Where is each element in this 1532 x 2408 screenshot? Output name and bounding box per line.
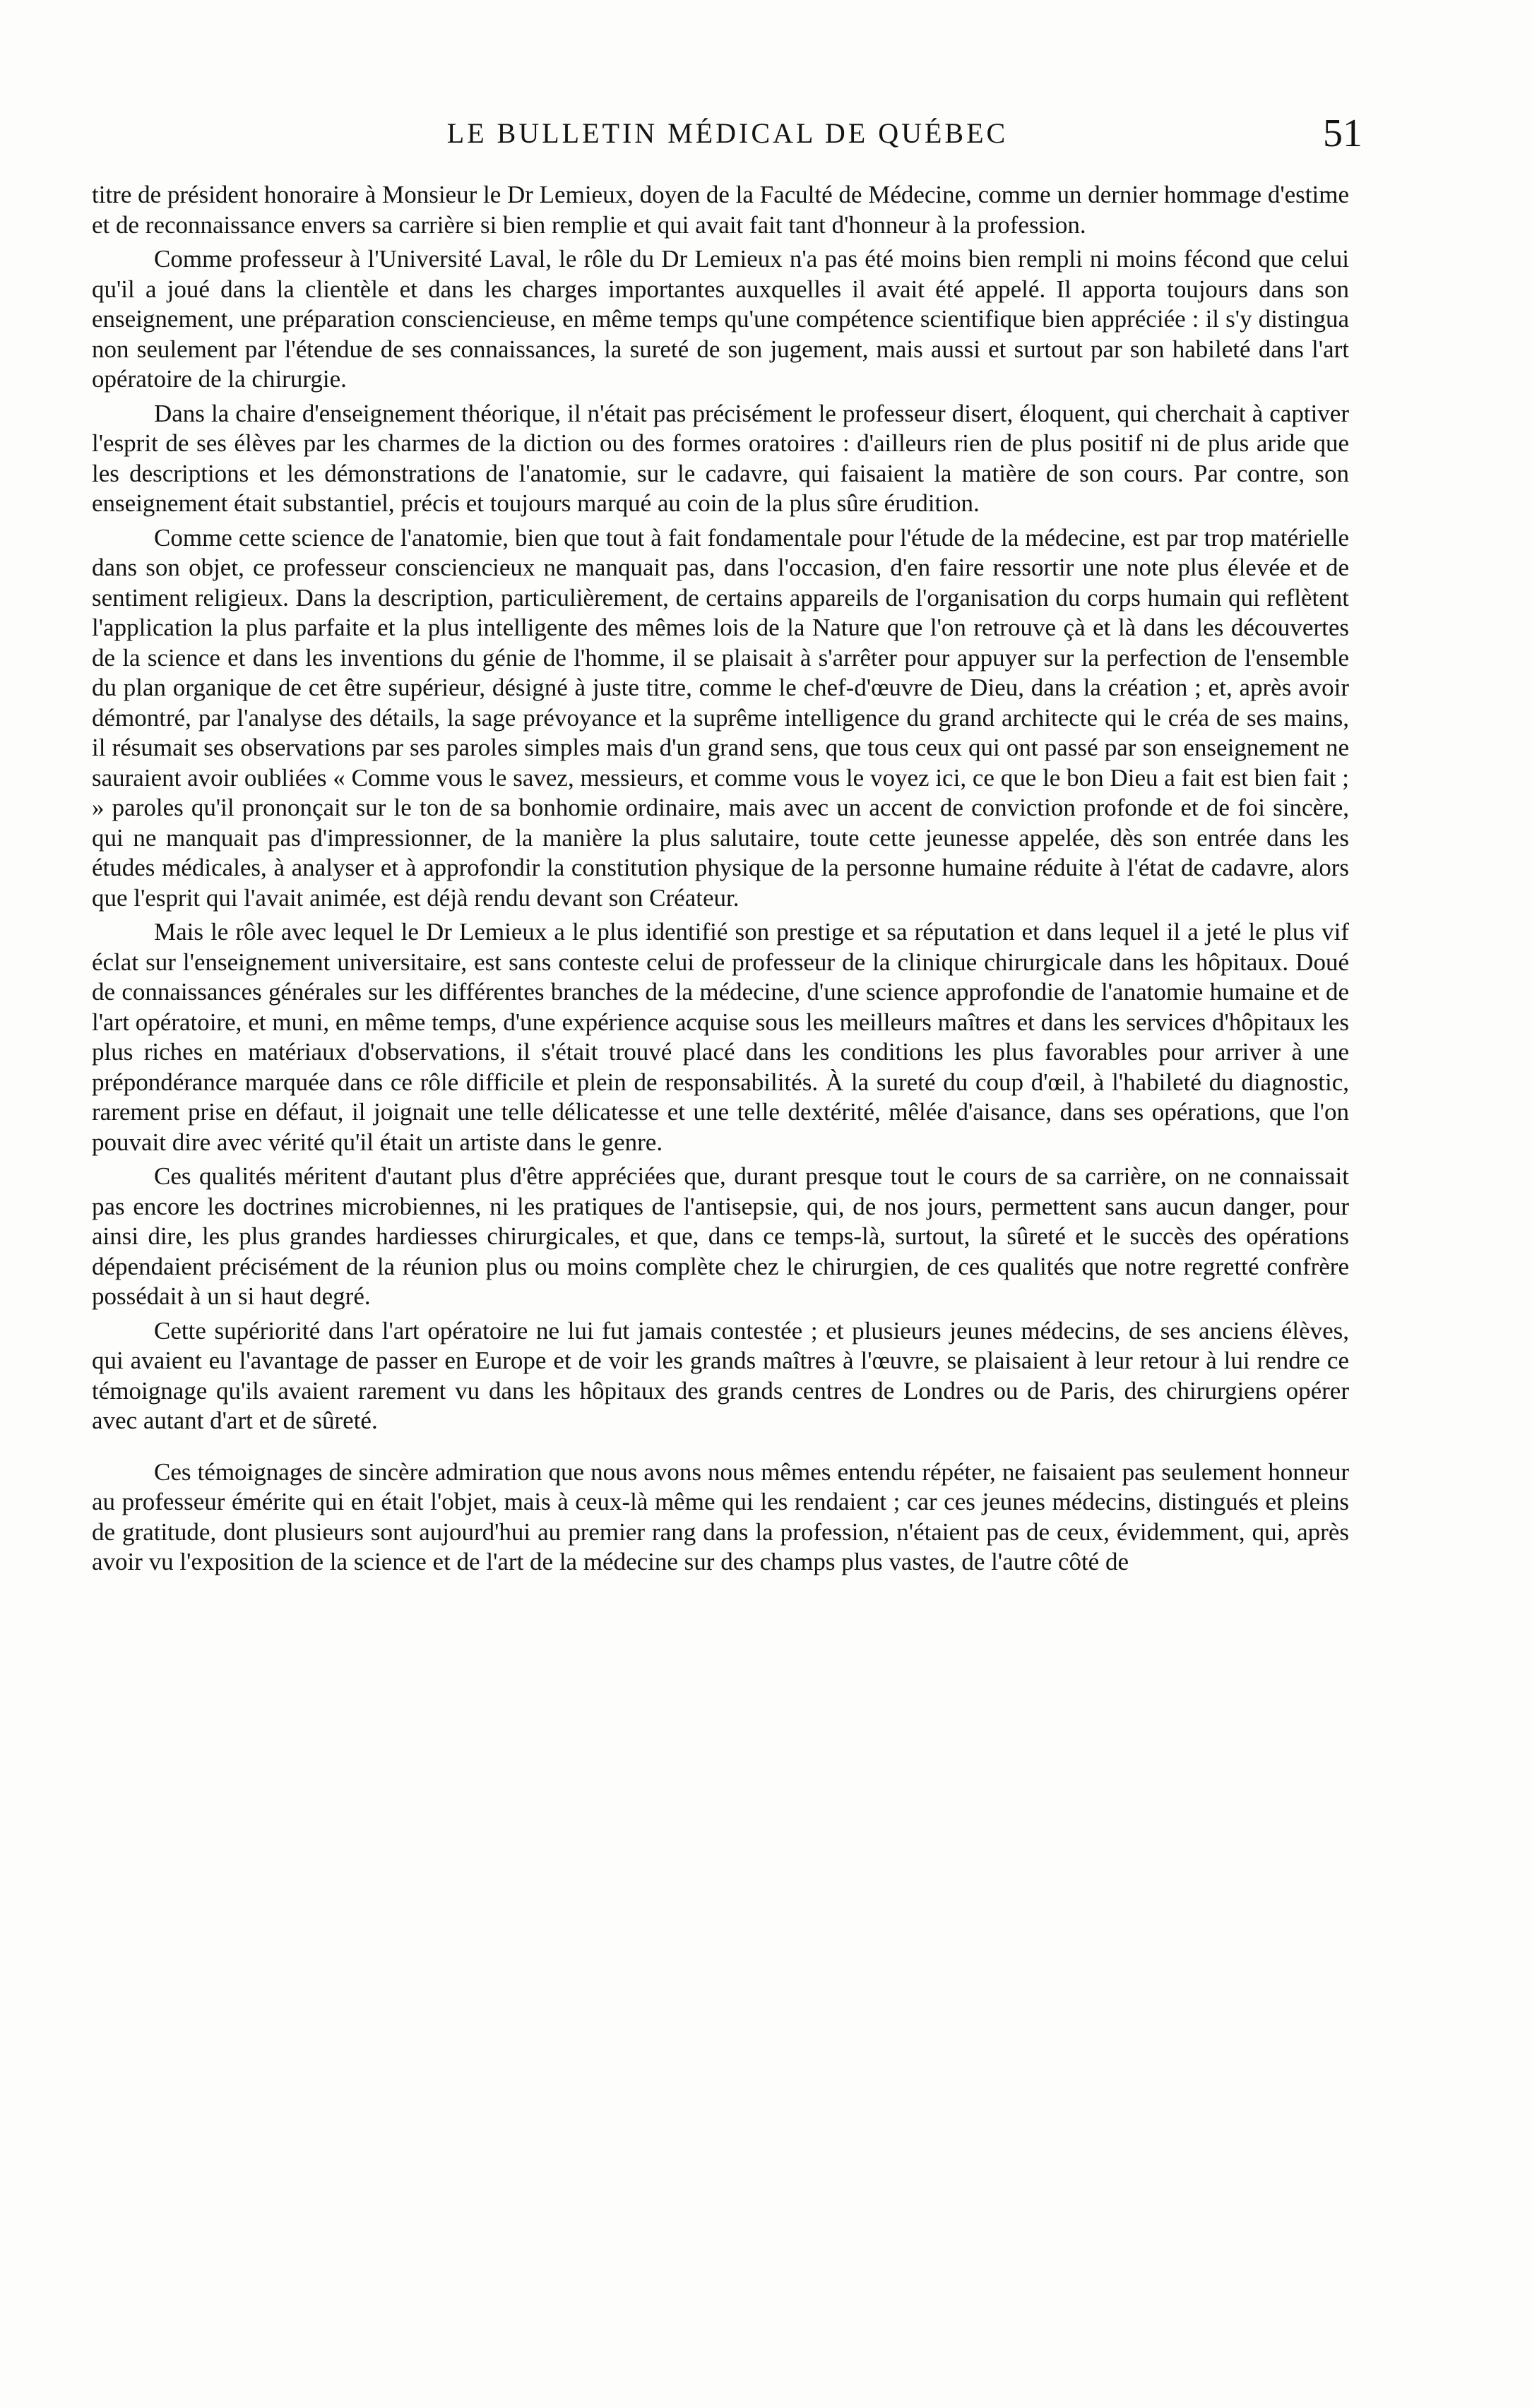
paragraph: Ces qualités méritent d'autant plus d'être appréciées que, durant presque tout le cours de sa carrière, on ne connaissait pas encore les doctrines microbiennes, ni les pratiques de l'antisepsie, qui, de nos jours, permettent sans aucun danger, pour ainsi dire, les plus grandes hardiesses chirurgicales, et que, dans ce temps-là, surtout, la sûreté et le succès des opérations dépendaient précisément de la réunion plus ou moins complète chez le chirurgien, de ces qualités que notre regretté confrère possédait à un si haut degré. bbox=[92, 1162, 1349, 1310]
paragraph: Dans la chaire d'enseignement théorique, il n'était pas précisément le professeur disert, éloquent, qui cherchait à captiver l'esprit de ses élèves par les charmes de la diction ou des formes oratoires : d'ailleurs rien de plus positif ni de plus aride que les descriptions et les démonstrations de l'anatomie, sur le cadavre, qui faisaient la matière de son cours. Par contre, son enseignement était substantiel, précis et toujours marqué au coin de la plus sûre érudition. bbox=[92, 399, 1349, 517]
paragraph: Comme professeur à l'Université Laval, le rôle du Dr Lemieux n'a pas été moins bien rempli ni moins fécond que celui qu'il a joué dans la clientèle et dans les charges importantes auxquelles il avait été appelé. Il apporta toujours dans son enseignement, une préparation consciencieuse, en même temps qu'une compétence scientifique bien appréciée : il s'y distingua non seulement par l'étendue de ses connaissances, la sureté de son jugement, mais aussi et surtout par son habileté dans l'art opératoire de la chirurgie. bbox=[92, 245, 1349, 393]
body-text bbox=[92, 180, 1349, 1582]
paragraph: titre de président honoraire à Monsieur le Dr Lemieux, doyen de la Faculté de Médecine, comme un dernier hommage d'estime et de reconnaissance envers sa carrière si bien remplie et qui avait fait tant d'honneur à la profession. bbox=[92, 181, 1349, 239]
page-number: 51 bbox=[1323, 112, 1362, 155]
running-head bbox=[0, 112, 1532, 173]
paragraph: Cette supériorité dans l'art opératoire ne lui fut jamais contestée ; et plusieurs jeunes médecins, de ses anciens élèves, qui avaient eu l'avantage de passer en Europe et de voir les grands maîtres à l'œuvre, se plaisaient à leur retour à lui rendre ce témoignage qu'ils avaient rarement vu dans les hôpitaux des grands centres de Londres ou de Paris, des chirurgiens opérer avec autant d'art et de sûreté. bbox=[92, 1316, 1349, 1434]
paragraph: Comme cette science de l'anatomie, bien que tout à fait fondamentale pour l'étude de la médecine, est par trop matérielle dans son objet, ce professeur consciencieux ne manquait pas, dans l'occasion, d'en faire ressortir une note plus élevée et de sentiment religieux. Dans la description, particulièrement, de certains appareils de l'organisation du corps humain qui reflètent l'application la plus parfaite et la plus intelligente des mêmes lois de la Nature que l'on retrouve çà et là dans les découvertes de la science et dans les inventions du génie de l'homme, il se plaisait à s'arrêter pour appuyer sur la perfection de l'ensemble du plan organique de cet être supérieur, désigné à juste titre, comme le chef-d'œuvre de Dieu, dans la création ; et, après avoir démontré, par l'analyse des détails, la sage prévoyance et la suprême intelligence du grand architecte qui le créa de ses mains, il résumait ses observations par ses paroles simples mais d'un grand sens, que tous ceux qui ont passé par son enseignement ne sauraient avoir oubliées « Comme vous le savez, messieurs, et comme vous le voyez ici, ce que le bon Dieu a fait est bien fait ; » paroles qu'il prononçait sur le ton de sa bonhomie ordinaire, mais avec un accent de conviction profonde et de foi sincère, qui ne manquait pas d'impressionner, de la manière la plus salutaire, toute cette jeunesse appelée, dès son entrée dans les études médicales, à analyser et à approfondir la constitution physique de la personne humaine réduite à l'état de cadavre, alors que l'esprit qui l'avait animée, est déjà rendu devant son Créateur. bbox=[92, 523, 1349, 912]
paragraph: Ces témoignages de sincère admiration que nous avons nous mêmes entendu répéter, ne faisaient pas seulement honneur au professeur émérite qui en était l'objet, mais à ceux-là même qui les rendaient ; car ces jeunes médecins, distingués et pleins de gratitude, dont plusieurs sont aujourd'hui au premier rang dans la profession, n'étaient pas de ceux, évidemment, qui, après avoir vu l'exposition de la science et de l'art de la médecine sur des champs plus vastes, de l'autre côté de bbox=[92, 1458, 1349, 1575]
running-title: LE BULLETIN MÉDICAL DE QUÉBEC bbox=[446, 117, 1009, 149]
paragraph: Mais le rôle avec lequel le Dr Lemieux a le plus identifié son prestige et sa réputation et dans lequel il a jeté le plus vif éclat sur l'enseignement universitaire, est sans conteste celui de professeur de la clinique chirurgicale dans les hôpitaux. Doué de connaissances générales sur les différentes branches de la médecine, d'une science approfondie de l'anatomie humaine et de l'art opératoire, et muni, en même temps, d'une expérience acquise sous les meilleurs maîtres et dans les services d'hôpitaux les plus riches en matériaux d'observations, il s'était trouvé placé dans les conditions les plus favorables pour arriver à une prépondérance marquée dans ce rôle difficile et plein de responsabilités. À la sureté du coup d'œil, à l'habileté du diagnostic, rarement prise en défaut, il joignait une telle délicatesse et une telle dextérité, mêlée d'aisance, dans ses opérations, que l'on pouvait dire avec vérité qu'il était un artiste dans le genre. bbox=[92, 918, 1349, 1156]
